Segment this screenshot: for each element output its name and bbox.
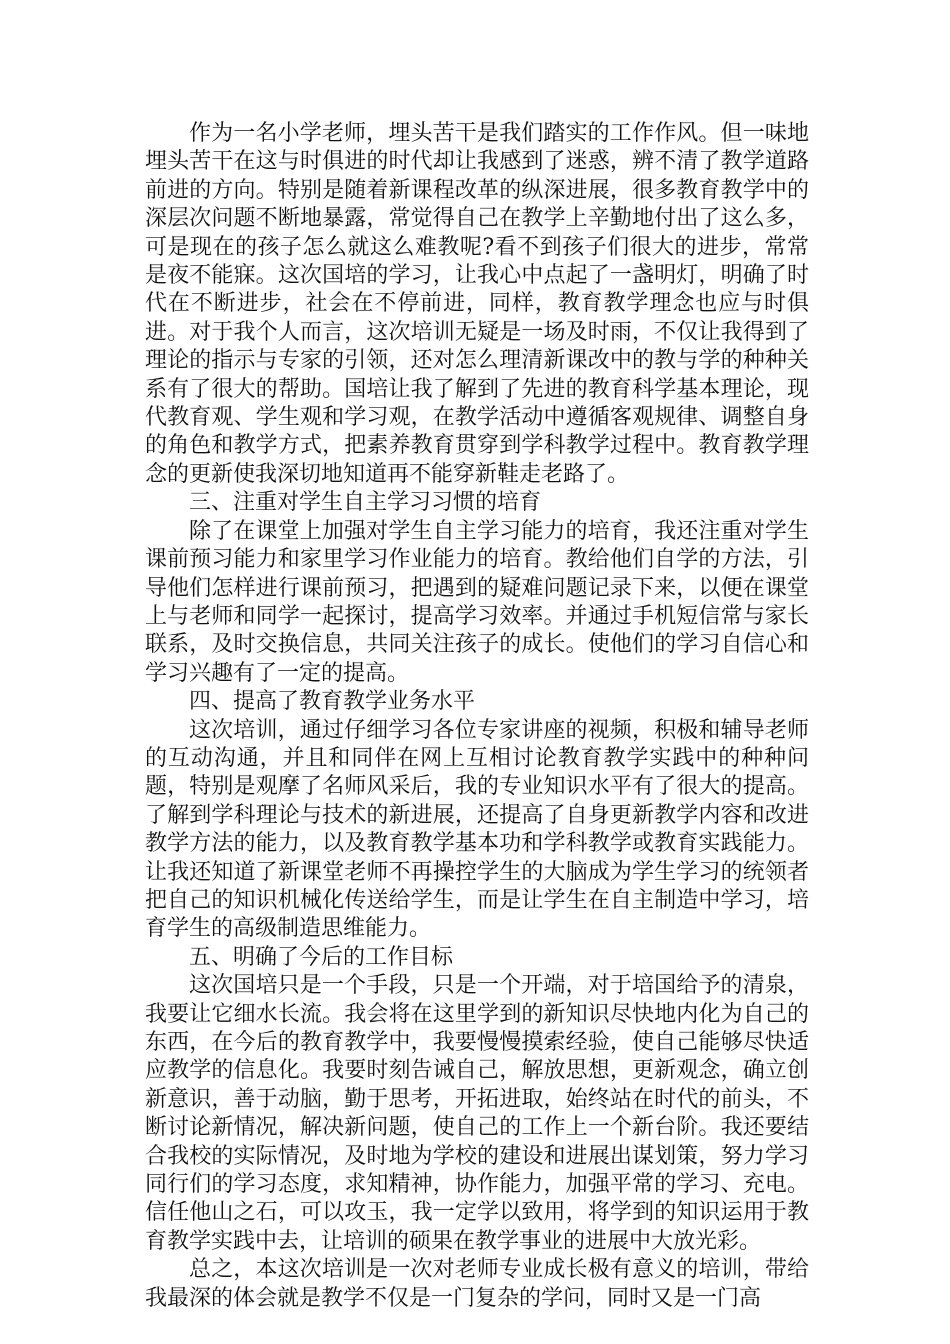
section-heading-4: 四、提高了教育教学业务水平 [189, 689, 476, 715]
section-heading-5: 五、明确了今后的工作目标 [189, 944, 454, 970]
document-body [145, 120, 809, 1313]
paragraph-professional-level: 这次培训，通过仔细学习各位专家讲座的视频，积极和辅导老师的互动沟通，并且和同伴在网上互相讨论教育教学实践中的种种问题，特别是观摩了名师风采后，我的专业知识水平有了很大的提高。了解到学科理论与技术的新进展，还提高了自身更新教学内容和改进教学方法的能力，以及教育教学基本功和学科教学或教育实践能力。让我还知道了新课堂老师不再操控学生的大脑成为学生学习的统领者把自己的知识机械化传送给学生，而是让学生在自主制造中学习，培育学生的高级制造思维能力。 [145, 717, 809, 942]
section-heading-3: 三、注重对学生自主学习习惯的培育 [189, 490, 542, 516]
paragraph-reflection: 作为一名小学老师，埋头苦干是我们踏实的工作作风。但一味地埋头苦干在这与时俱进的时代却让我感到了迷惑，辨不清了教学道路前进的方向。特别是随着新课程改革的纵深进展，很多教育教学中的深层次问题不断地暴露，常觉得自己在教学上辛勤地付出了这么多，可是现在的孩子怎么就这么难教呢?看不到孩子们很大的进步，常常是夜不能寐。这次国培的学习，让我心中点起了一盏明灯，明确了时代在不断进步，社会在不停前进，同样，教育教学理念也应与时俱进。对于我个人而言，这次培训无疑是一场及时雨，不仅让我得到了理论的指示与专家的引领，还对怎么理清新课改中的教与学的种种关系有了很大的帮助。国培让我了解到了先进的教育科学基本理论，现代教育观、学生观和学习观，在教学活动中遵循客观规律、调整自身的角色和教学方式，把素养教育贯穿到学科教学过程中。教育教学理念的更新使我深切地知道再不能穿新鞋走老路了。 [145, 121, 809, 487]
paragraph-self-study: 除了在课堂上加强对学生自主学习能力的培育，我还注重对学生课前预习能力和家里学习作业能力的培育。教给他们自学的方法，引导他们怎样进行课前预习，把遇到的疑难问题记录下来，以便在课堂上与老师和同学一起探讨，提高学习效率。并通过手机短信常与家长联系，及时交换信息，共同关注孩子的成长。使他们的学习自信心和学习兴趣有了一定的提高。 [145, 518, 809, 686]
paragraph-future-goals: 这次国培只是一个手段，只是一个开端，对于培国给予的清泉，我要让它细水长流。我会将在这里学到的新知识尽快地内化为自己的东西，在今后的教育教学中，我要慢慢摸索经验，使自己能够尽快适应教学的信息化。我要时刻告诫自己，解放思想，更新观念，确立创新意识，善于动脑，勤于思考，开拓进取，始终站在时代的前头，不断讨论新情况，解决新问题，使自己的工作上一个新台阶。我还要结合我校的实际情况，及时地为学校的建设和进展出谋划策，努力学习同行们的学习态度，求知精神，协作能力，加强平常的学习、充电。信任他山之石，可以攻玉，我一定学以致用，将学到的知识运用于教育教学实践中去，让培训的硕果在教学事业的进展中大放光彩。 [145, 973, 809, 1254]
paragraph-summary: 总之，本这次培训是一次对老师专业成长极有意义的培训，带给我最深的体会就是教学不仅是一门复杂的学问，同时又是一门高 [145, 1257, 809, 1311]
